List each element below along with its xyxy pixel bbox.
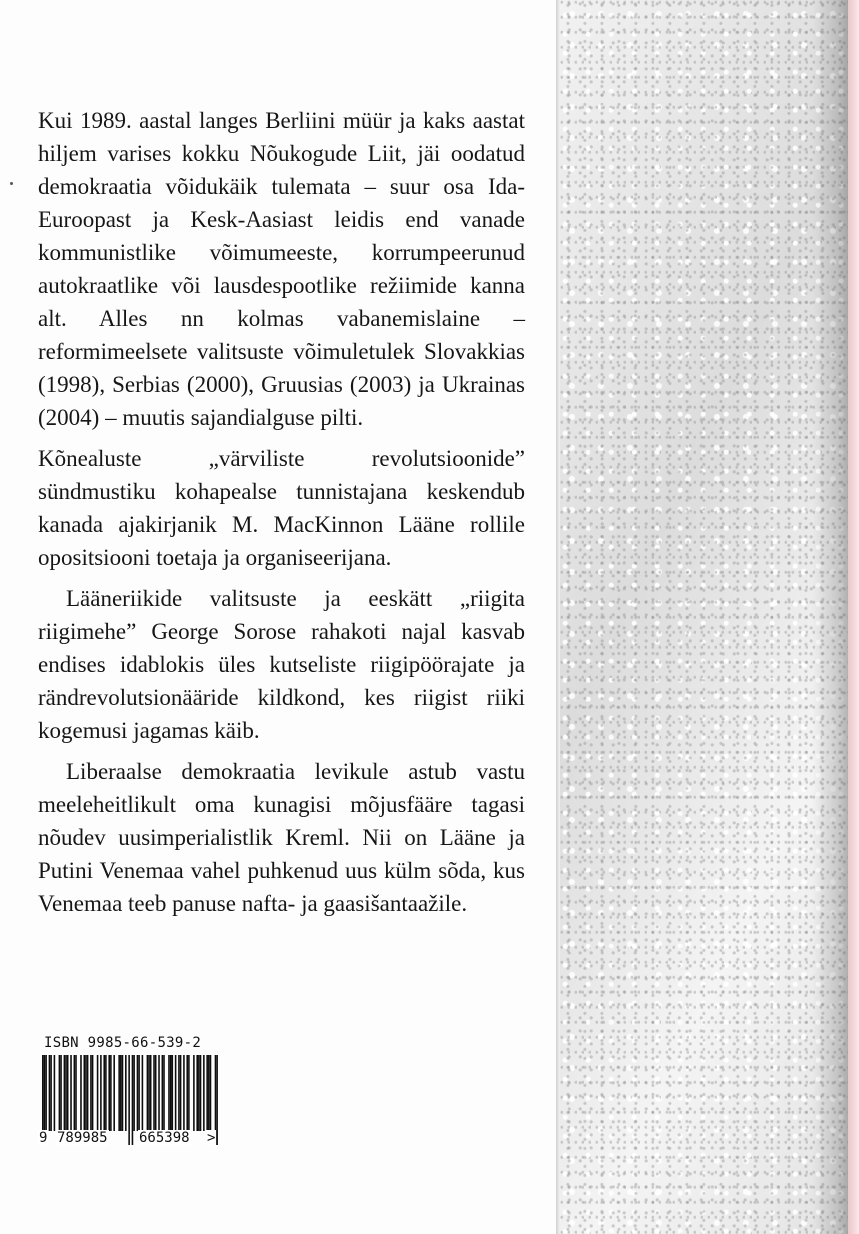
barcode-bar [118, 1055, 120, 1131]
blurb-paragraph-4: Liberaalse demokraatia levikule astub vastu meeleheitlikult oma kunagisi mõjusfääre tagasi nõudev uusimperialistlik Kreml. Nii on Lääne ja Putini Venemaa vahel puhkenud uus külm sõda, kus Venemaa teeb panuse nafta- ja gaasišantaažile. [38, 759, 525, 916]
barcode-bar [125, 1055, 127, 1131]
barcode-bar [183, 1055, 185, 1131]
barcode-bar [158, 1055, 160, 1131]
barcode-bar [100, 1055, 102, 1131]
barcode-bar [120, 1055, 122, 1131]
barcode-bar [198, 1055, 200, 1131]
barcode-bar [133, 1055, 135, 1131]
barcode-first-digit: 9 [39, 1130, 48, 1146]
barcode-bar [113, 1055, 115, 1131]
barcode-bar [64, 1055, 66, 1131]
barcode-bar [175, 1055, 177, 1131]
barcode-bar [70, 1055, 72, 1131]
barcode-bar [138, 1055, 140, 1131]
barcode-bar [210, 1055, 212, 1131]
barcode-bar [148, 1055, 150, 1131]
barcode-bar [59, 1055, 61, 1131]
barcode-bar [170, 1055, 172, 1131]
barcode-bar [84, 1055, 86, 1131]
barcode-end-marker: > [207, 1130, 216, 1146]
barcode-bar [87, 1055, 89, 1131]
barcode-bar [147, 1055, 149, 1131]
cover-edge-shadow [812, 0, 848, 1234]
barcode-bar [90, 1055, 92, 1131]
barcode-digits [39, 1130, 232, 1148]
barcode-bar [67, 1055, 69, 1131]
cover-edge-strip [848, 0, 859, 1234]
barcode-bar [168, 1055, 170, 1131]
barcode-bar [203, 1055, 205, 1131]
barcode-bar [200, 1055, 202, 1131]
barcode-bar [208, 1055, 210, 1131]
barcode-bar [178, 1055, 180, 1131]
blurb-paragraph-2: Kõnealuste „värviliste revolutsioonide” sündmustiku kohapealse tunnistajana keskendub kanada ajakirjanik M. MacKinnon Lääne rollile opositsiooni toetaja ja organiseerijana. [38, 446, 525, 570]
barcode-digit-group-right: 665398 [139, 1130, 190, 1146]
barcode-bar [103, 1055, 105, 1131]
isbn-barcode-block [39, 1035, 232, 1148]
barcode-digit-group-left: 789985 [57, 1130, 108, 1146]
barcode-bar [155, 1055, 157, 1131]
barcode-bar [137, 1055, 139, 1131]
barcode-bar [105, 1055, 107, 1131]
barcode-bar [186, 1055, 188, 1131]
blurb-paragraph-3: Lääneriikide valitsuste ja eeskätt „riigita riigimehe” George Sorose rahakoti najal kasvab endises idablokis üles kutseliste riigipöörajate ja rändrevolutsionääride kildkond, kes riigist riiki kogemusi jagamas käib. [38, 586, 525, 743]
barcode-bar [142, 1055, 144, 1131]
barcode-bar [193, 1055, 195, 1131]
panel-divider [556, 0, 560, 1234]
barcode-bar [85, 1055, 87, 1131]
barcode-bar [163, 1055, 165, 1131]
isbn-label: ISBN 9985-66-539-2 [44, 1035, 202, 1051]
blurb-text [38, 104, 525, 920]
barcode-bar [162, 1055, 164, 1131]
barcode-bar [50, 1055, 52, 1131]
barcode-bar [65, 1055, 67, 1131]
barcode-bar [150, 1055, 152, 1131]
barcode-bar [188, 1055, 190, 1131]
barcode-bar [54, 1055, 56, 1131]
barcode-bar [108, 1055, 110, 1131]
barcode-bar [97, 1055, 99, 1131]
barcode-bar [122, 1055, 124, 1131]
barcode-bar [92, 1055, 94, 1131]
barcode-bar [180, 1055, 182, 1131]
barcode-bar [74, 1055, 76, 1131]
barcode-bar [172, 1055, 174, 1131]
barcode-bar [153, 1055, 155, 1131]
barcode-bar [49, 1055, 51, 1131]
barcode-bar [75, 1055, 77, 1131]
barcode-bar [206, 1055, 208, 1131]
barcode-bar [60, 1055, 62, 1131]
print-speck [10, 182, 13, 185]
barcode-bar [196, 1055, 198, 1131]
blurb-paragraph-1: Kui 1989. aastal langes Berliini müür ja kaks aastat hiljem varises kokku Nõukogude Liit, jäi oodatud demokraatia võidukäik tulemata – suur osa Ida-Euroopast ja Kesk-Aasiast leidis end vanade kommunistlike võimumeeste, korrumpeerunud autokraatlike või lausdespootlike režiimide kanna alt. Alles nn kolmas vabanemislaine – reformimeelsete valitsuste võimuletulek Slovakkias (1998), Serbias (2000), Gruusias (2003) ja Ukrainas (2004) – muutis sajandialguse pilti. [38, 108, 525, 430]
barcode-bar [80, 1055, 82, 1131]
barcode-bar [110, 1055, 112, 1131]
